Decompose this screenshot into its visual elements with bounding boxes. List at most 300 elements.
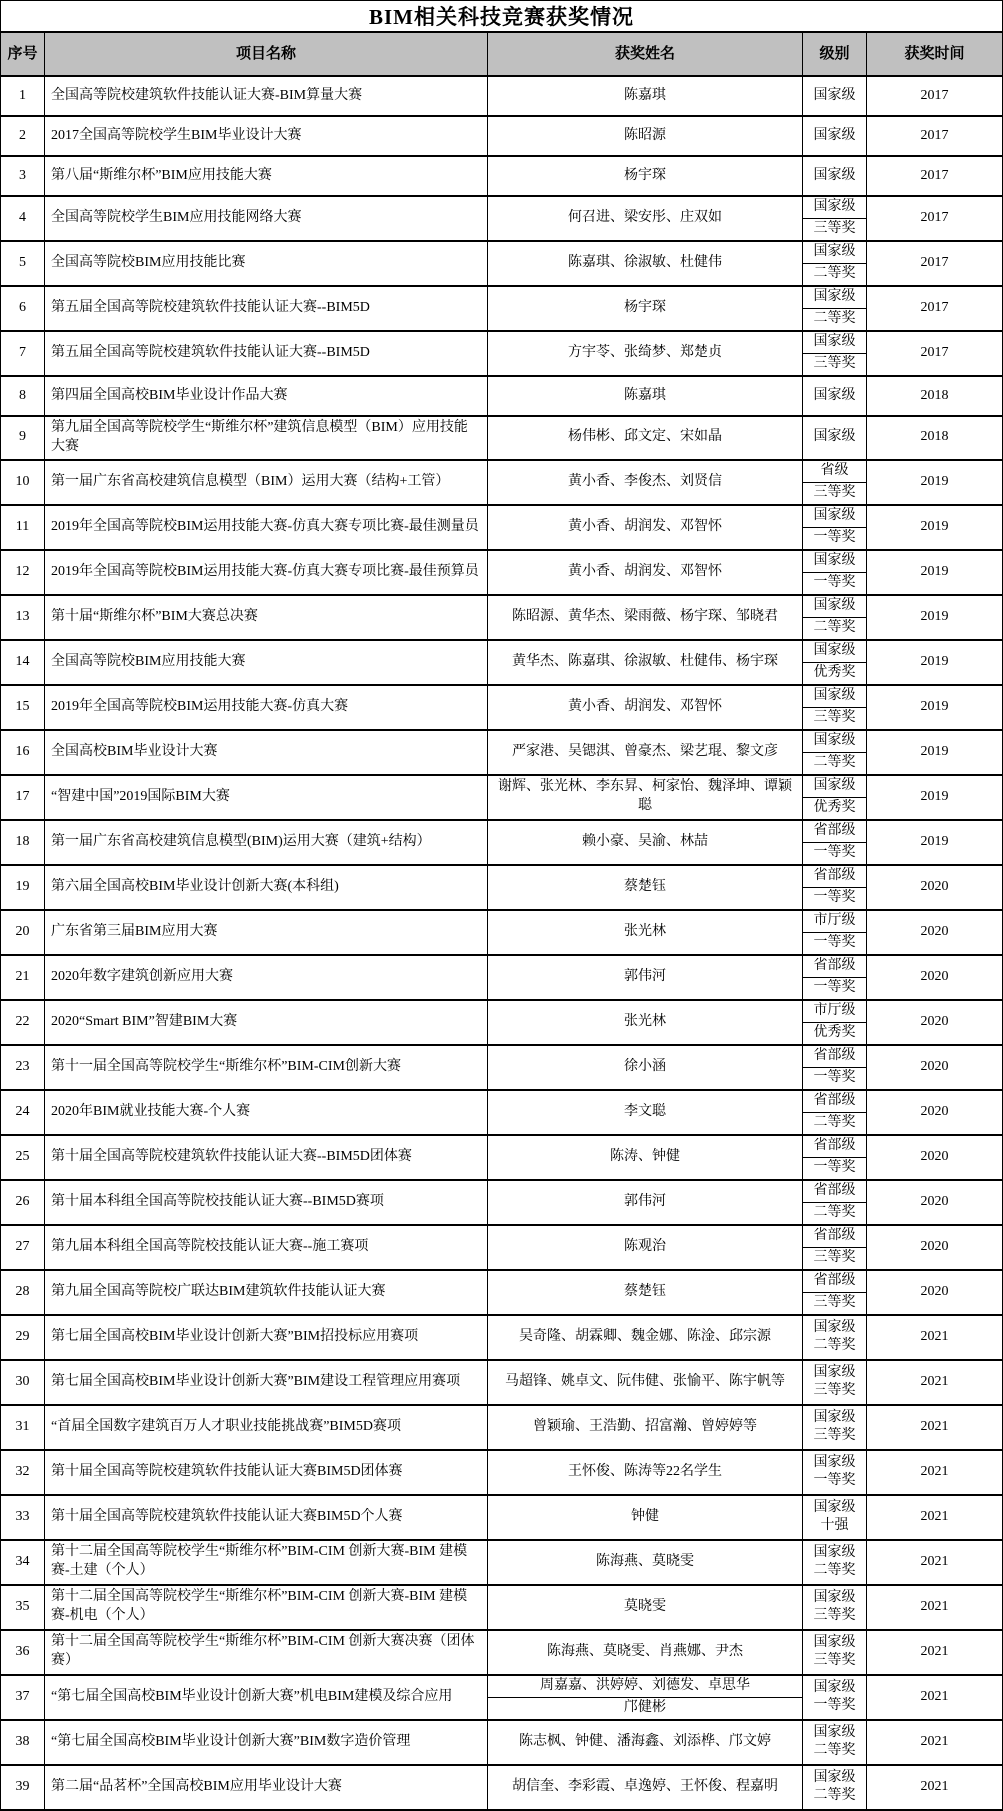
- cell-winner-names: 黄华杰、陈嘉琪、徐淑敏、杜健伟、杨宇琛: [488, 641, 803, 684]
- cell-award-level: [803, 821, 867, 864]
- cell-project-name: 第四届全国高校BIM毕业设计作品大赛: [45, 377, 488, 415]
- table-row: [1, 1136, 1002, 1181]
- table-row: [1, 821, 1002, 866]
- cell-winner-names: 陈海燕、莫晓雯: [488, 1541, 803, 1584]
- level-sub-row: 三等奖: [813, 484, 856, 500]
- cell-row-number: 32: [1, 1451, 45, 1494]
- cell-winner-names: 黄小香、胡润发、邓智怀: [488, 686, 803, 729]
- cell-project-name: 第五届全国高等院校建筑软件技能认证大赛--BIM5D: [45, 287, 488, 330]
- level-lines: [814, 1499, 856, 1535]
- level-sub-row: 国家级: [803, 506, 866, 528]
- level-line: 二等奖: [813, 1743, 856, 1759]
- cell-project-name: 第十二届全国高等院校学生“斯维尔杯”BIM-CIM 创新大赛-BIM 建模赛-土建（个人）: [45, 1541, 488, 1584]
- level-sub-row: 一等奖: [813, 979, 856, 995]
- cell-row-number: 28: [1, 1271, 45, 1314]
- cell-row-number: 36: [1, 1631, 45, 1674]
- cell-award-year: 2020: [920, 1058, 949, 1074]
- cell-award-year: 2019: [920, 608, 949, 624]
- level-sub-row: 省部级: [803, 1181, 866, 1203]
- cell-winner-names: 王怀俊、陈涛等22名学生: [488, 1451, 803, 1494]
- level-sub-row: 二等奖: [813, 1204, 856, 1220]
- page-title: BIM相关科技竞赛获奖情况: [0, 0, 1003, 33]
- cell-award-year: 2018: [920, 429, 949, 445]
- cell-winner-names: 曾颖瑜、王浩勤、招富瀚、曾婷婷等: [488, 1406, 803, 1449]
- table-row: [1, 197, 1002, 242]
- cell-project-name: 2017全国高等院校学生BIM毕业设计大赛: [45, 117, 488, 155]
- level-sub-row: 省部级: [803, 1271, 866, 1293]
- level-sub-row: 国家级: [803, 686, 866, 708]
- level-sub-row: 省部级: [803, 1046, 866, 1068]
- cell-award-level: [803, 956, 867, 999]
- cell-award-year: 2020: [920, 923, 949, 939]
- cell-row-number: 3: [1, 157, 45, 195]
- cell-row-number: 23: [1, 1046, 45, 1089]
- level-sub-row: 国家级: [803, 551, 866, 573]
- level-line: 国家级: [813, 1455, 856, 1471]
- cell-project-name: “智建中国”2019国际BIM大赛: [45, 776, 488, 819]
- table-row: [1, 157, 1002, 197]
- level-lines: [814, 1679, 856, 1715]
- table-row: [1, 596, 1002, 641]
- level-line: 三等奖: [813, 1653, 856, 1669]
- cell-award-year: 2021: [920, 1373, 949, 1389]
- level-lines: [814, 1769, 856, 1805]
- winner-sub-row: 邝健彬: [624, 1699, 666, 1715]
- cell-row-number: 8: [1, 377, 45, 415]
- cell-project-name: 第八届“斯维尔杯”BIM应用技能大赛: [45, 157, 488, 195]
- cell-winner-names: 蔡楚钰: [488, 1271, 803, 1314]
- table-row: [1, 1631, 1002, 1676]
- header-cell-year: 获奖时间: [904, 45, 965, 62]
- cell-project-name: “第七届全国高校BIM毕业设计创新大赛”BIM数字造价管理: [45, 1721, 488, 1764]
- cell-project-name: 第七届全国高校BIM毕业设计创新大赛”BIM建设工程管理应用赛项: [45, 1361, 488, 1404]
- cell-row-number: 18: [1, 821, 45, 864]
- cell-award-level: 国家级: [803, 377, 867, 415]
- cell-award-level: [803, 551, 867, 594]
- level-sub-row: 省部级: [803, 866, 866, 888]
- table-row: [1, 686, 1002, 731]
- table-row: [1, 417, 1002, 461]
- cell-winner-names: 陈涛、钟健: [488, 1136, 803, 1179]
- level-line: 国家级: [813, 1725, 856, 1741]
- cell-winner-names: 莫晓雯: [488, 1586, 803, 1629]
- cell-award-level: [803, 287, 867, 330]
- table-row: [1, 1271, 1002, 1316]
- cell-award-level: [803, 1496, 867, 1539]
- table-row: [1, 641, 1002, 686]
- table-row: [1, 1586, 1002, 1631]
- cell-row-number: 21: [1, 956, 45, 999]
- cell-winner-names: 吴奇隆、胡霖卿、魏金娜、陈淦、邱宗源: [488, 1316, 803, 1359]
- cell-award-year: 2017: [920, 255, 949, 271]
- cell-project-name: 全国高等院校BIM应用技能比赛: [45, 242, 488, 285]
- level-sub-row: 国家级: [803, 731, 866, 753]
- cell-project-name: 第九届全国高等院校学生“斯维尔杯”建筑信息模型（BIM）应用技能大赛: [45, 417, 488, 459]
- cell-winner-names: 陈嘉琪: [488, 377, 803, 415]
- cell-project-name: 第十一届全国高等院校学生“斯维尔杯”BIM-CIM创新大赛: [45, 1046, 488, 1089]
- cell-row-number: 13: [1, 596, 45, 639]
- level-sub-row: 优秀奖: [813, 1024, 856, 1040]
- cell-winner-names: 陈海燕、莫晓雯、肖燕娜、尹杰: [488, 1631, 803, 1674]
- table-row: [1, 1451, 1002, 1496]
- cell-winner-names: 陈昭源、黄华杰、梁雨薇、杨宇琛、邹晓君: [488, 596, 803, 639]
- cell-award-year: 2020: [920, 1238, 949, 1254]
- award-table: [0, 33, 1003, 1811]
- level-sub-row: 优秀奖: [813, 799, 856, 815]
- cell-project-name: “第七届全国高校BIM毕业设计创新大赛”机电BIM建模及综合应用: [45, 1676, 488, 1719]
- cell-winner-names: 黄小香、李俊杰、刘贤信: [488, 461, 803, 504]
- level-sub-row: 省部级: [803, 1136, 866, 1158]
- cell-row-number: 10: [1, 461, 45, 504]
- level-sub-row: 省级: [803, 461, 866, 483]
- level-line: 一等奖: [813, 1473, 856, 1489]
- cell-award-level: [803, 1406, 867, 1449]
- cell-winner-names: 杨宇琛: [488, 157, 803, 195]
- cell-row-number: 35: [1, 1586, 45, 1629]
- cell-award-year: 2020: [920, 1103, 949, 1119]
- cell-project-name: 2020年BIM就业技能大赛-个人赛: [45, 1091, 488, 1134]
- level-lines: [814, 1724, 856, 1760]
- cell-row-number: 16: [1, 731, 45, 774]
- cell-row-number: 1: [1, 77, 45, 115]
- cell-award-level: [803, 1586, 867, 1629]
- winner-sub-row: 周嘉嘉、洪婷婷、刘德发、卓思华: [488, 1676, 802, 1698]
- cell-award-level: [803, 641, 867, 684]
- cell-award-level: [803, 1136, 867, 1179]
- cell-award-level: [803, 686, 867, 729]
- cell-award-year: 2019: [920, 518, 949, 534]
- cell-award-year: 2017: [920, 300, 949, 316]
- level-line: 国家级: [813, 1410, 856, 1426]
- level-line: 三等奖: [813, 1428, 856, 1444]
- table-row: [1, 1541, 1002, 1586]
- header-cell-winners: 获奖姓名: [488, 33, 803, 75]
- cell-winner-names: 郭伟河: [488, 1181, 803, 1224]
- cell-row-number: 33: [1, 1496, 45, 1539]
- level-sub-row: 国家级: [803, 776, 866, 798]
- cell-row-number: 37: [1, 1676, 45, 1719]
- cell-row-number: 17: [1, 776, 45, 819]
- level-sub-row: 省部级: [803, 821, 866, 843]
- cell-project-name: 全国高等院校BIM应用技能大赛: [45, 641, 488, 684]
- cell-award-level: [803, 461, 867, 504]
- cell-award-level: [803, 1271, 867, 1314]
- level-line: 国家级: [813, 1500, 856, 1516]
- level-lines: [814, 1409, 856, 1445]
- level-sub-row: 国家级: [803, 197, 866, 219]
- cell-row-number: 27: [1, 1226, 45, 1269]
- level-lines: [814, 1589, 856, 1625]
- level-lines: [814, 1454, 856, 1490]
- level-sub-row: 一等奖: [813, 529, 856, 545]
- cell-award-level: [803, 1721, 867, 1764]
- cell-award-year: 2021: [920, 1553, 949, 1569]
- cell-award-level: [803, 242, 867, 285]
- level-lines: [814, 1319, 856, 1355]
- cell-award-level: 国家级: [803, 417, 867, 459]
- level-lines: [814, 1364, 856, 1400]
- cell-winner-names: 谢辉、张光林、李东昇、柯家怡、魏泽坤、谭颖聪: [488, 776, 803, 819]
- cell-project-name: 全国高等院校建筑软件技能认证大赛-BIM算量大赛: [45, 77, 488, 115]
- cell-row-number: 15: [1, 686, 45, 729]
- cell-row-number: 24: [1, 1091, 45, 1134]
- level-sub-row: 二等奖: [813, 619, 856, 635]
- cell-winner-names: 马超锋、姚卓文、阮伟健、张愉平、陈宇帆等: [488, 1361, 803, 1404]
- cell-row-number: 4: [1, 197, 45, 240]
- table-row: [1, 1361, 1002, 1406]
- level-line: 国家级: [813, 1770, 856, 1786]
- cell-winner-names: 张光林: [488, 911, 803, 954]
- cell-award-year: 2021: [920, 1778, 949, 1794]
- level-lines: [814, 1544, 856, 1580]
- cell-project-name: 第十届全国高等院校建筑软件技能认证大赛BIM5D个人赛: [45, 1496, 488, 1539]
- cell-award-year: 2020: [920, 1283, 949, 1299]
- cell-winner-names: 陈嘉琪、徐淑敏、杜健伟: [488, 242, 803, 285]
- level-line: 一等奖: [813, 1698, 856, 1714]
- cell-winner-names: 陈志枫、钟健、潘海鑫、刘添桦、邝文婷: [488, 1721, 803, 1764]
- level-line: 国家级: [813, 1680, 856, 1696]
- table-row: [1, 1496, 1002, 1541]
- cell-row-number: 20: [1, 911, 45, 954]
- table-body: [1, 77, 1002, 1811]
- level-sub-row: 省部级: [803, 956, 866, 978]
- cell-award-year: 2021: [920, 1733, 949, 1749]
- cell-project-name: 第一届广东省高校建筑信息模型(BIM)运用大赛（建筑+结构）: [45, 821, 488, 864]
- cell-award-level: [803, 1541, 867, 1584]
- level-sub-row: 三等奖: [813, 1249, 856, 1265]
- cell-award-level: [803, 731, 867, 774]
- cell-row-number: 9: [1, 417, 45, 459]
- cell-award-year: 2021: [920, 1643, 949, 1659]
- table-row: [1, 77, 1002, 117]
- cell-award-year: 2017: [920, 127, 949, 143]
- cell-winner-names: 蔡楚钰: [488, 866, 803, 909]
- cell-project-name: 第十届全国高等院校建筑软件技能认证大赛--BIM5D团体赛: [45, 1136, 488, 1179]
- level-sub-row: 国家级: [803, 332, 866, 354]
- cell-award-year: 2020: [920, 878, 949, 894]
- cell-award-year: 2017: [920, 167, 949, 183]
- level-sub-row: 二等奖: [813, 754, 856, 770]
- cell-winner-names: 杨伟彬、邱文定、宋如晶: [488, 417, 803, 459]
- level-line: 国家级: [813, 1365, 856, 1381]
- cell-row-number: 26: [1, 1181, 45, 1224]
- cell-award-year: 2019: [920, 563, 949, 579]
- level-sub-row: 国家级: [803, 287, 866, 309]
- header-cell-level: 级别: [803, 33, 867, 75]
- level-sub-row: 一等奖: [813, 934, 856, 950]
- level-sub-row: 国家级: [803, 641, 866, 663]
- cell-row-number: 30: [1, 1361, 45, 1404]
- cell-award-level: [803, 1631, 867, 1674]
- cell-project-name: 全国高等院校学生BIM应用技能网络大赛: [45, 197, 488, 240]
- cell-award-year: 2020: [920, 1013, 949, 1029]
- level-line: 国家级: [813, 1320, 856, 1336]
- cell-award-level: [803, 332, 867, 375]
- cell-row-number: 29: [1, 1316, 45, 1359]
- cell-award-year: 2019: [920, 473, 949, 489]
- cell-winner-names: 李文聪: [488, 1091, 803, 1134]
- cell-project-name: 第十届“斯维尔杯”BIM大赛总决赛: [45, 596, 488, 639]
- cell-row-number: 14: [1, 641, 45, 684]
- level-sub-row: 省部级: [803, 1226, 866, 1248]
- table-row: [1, 1316, 1002, 1361]
- cell-award-year: 2021: [920, 1598, 949, 1614]
- cell-row-number: 12: [1, 551, 45, 594]
- table-row: [1, 731, 1002, 776]
- table-row: [1, 1001, 1002, 1046]
- cell-winner-names: 郭伟河: [488, 956, 803, 999]
- level-sub-row: 二等奖: [813, 266, 856, 282]
- cell-award-level: [803, 1361, 867, 1404]
- cell-award-level: [803, 1181, 867, 1224]
- table-row: [1, 866, 1002, 911]
- table-row: [1, 506, 1002, 551]
- cell-project-name: 第十二届全国高等院校学生“斯维尔杯”BIM-CIM 创新大赛决赛（团体赛）: [45, 1631, 488, 1674]
- level-line: 十强: [820, 1518, 849, 1534]
- cell-award-year: 2021: [920, 1688, 949, 1704]
- level-lines: [814, 1634, 856, 1670]
- cell-project-name: 第六届全国高校BIM毕业设计创新大赛(本科组): [45, 866, 488, 909]
- level-sub-row: 国家级: [803, 242, 866, 264]
- cell-award-level: [803, 1226, 867, 1269]
- cell-project-name: “首届全国数字建筑百万人才职业技能挑战赛”BIM5D赛项: [45, 1406, 488, 1449]
- cell-award-year: 2019: [920, 653, 949, 669]
- table-row: [1, 1181, 1002, 1226]
- cell-award-level: [803, 506, 867, 549]
- cell-award-year: 2020: [920, 1193, 949, 1209]
- cell-row-number: 34: [1, 1541, 45, 1584]
- level-line: 三等奖: [813, 1383, 856, 1399]
- cell-row-number: 22: [1, 1001, 45, 1044]
- table-row: [1, 911, 1002, 956]
- cell-winner-names: 方宇苓、张绮梦、郑楚贞: [488, 332, 803, 375]
- cell-project-name: 第十届全国高等院校建筑软件技能认证大赛BIM5D团体赛: [45, 1451, 488, 1494]
- cell-row-number: 7: [1, 332, 45, 375]
- cell-project-name: 第九届本科组全国高等院校技能认证大赛--施工赛项: [45, 1226, 488, 1269]
- cell-winner-names: 张光林: [488, 1001, 803, 1044]
- table-row: [1, 1676, 1002, 1721]
- cell-project-name: 2019年全国高等院校BIM运用技能大赛-仿真大赛专项比赛-最佳预算员: [45, 551, 488, 594]
- cell-winner-names: 杨宇琛: [488, 287, 803, 330]
- cell-winner-names: 钟健: [488, 1496, 803, 1539]
- table-row: [1, 956, 1002, 1001]
- table-row: [1, 1721, 1002, 1766]
- level-line: 国家级: [813, 1590, 856, 1606]
- cell-project-name: 2019年全国高等院校BIM运用技能大赛-仿真大赛: [45, 686, 488, 729]
- cell-row-number: 39: [1, 1766, 45, 1809]
- level-sub-row: 三等奖: [813, 1294, 856, 1310]
- table-row: [1, 332, 1002, 377]
- cell-award-year: 2019: [920, 743, 949, 759]
- table-row: [1, 1406, 1002, 1451]
- cell-award-year: 2017: [920, 210, 949, 226]
- level-sub-row: 市厅级: [803, 911, 866, 933]
- level-line: 三等奖: [813, 1608, 856, 1624]
- level-sub-row: 二等奖: [813, 1114, 856, 1130]
- cell-project-name: 第一届广东省高校建筑信息模型（BIM）运用大赛（结构+工管）: [45, 461, 488, 504]
- level-line: 二等奖: [813, 1788, 856, 1804]
- level-sub-row: 三等奖: [813, 356, 856, 372]
- cell-row-number: 5: [1, 242, 45, 285]
- cell-award-level: [803, 1091, 867, 1134]
- cell-award-year: 2021: [920, 1508, 949, 1524]
- level-line: 二等奖: [813, 1338, 856, 1354]
- table-row: [1, 461, 1002, 506]
- level-sub-row: 一等奖: [813, 844, 856, 860]
- cell-winner-names: 陈昭源: [488, 117, 803, 155]
- level-sub-row: 一等奖: [813, 1069, 856, 1085]
- cell-winner-names: 胡信奎、李彩霞、卓逸婷、王怀俊、程嘉明: [488, 1766, 803, 1809]
- table-row: [1, 1091, 1002, 1136]
- cell-project-name: 第九届全国高等院校广联达BIM建筑软件技能认证大赛: [45, 1271, 488, 1314]
- table-row: [1, 242, 1002, 287]
- cell-row-number: 11: [1, 506, 45, 549]
- cell-award-level: [803, 596, 867, 639]
- table-row: [1, 551, 1002, 596]
- cell-project-name: 全国高校BIM毕业设计大赛: [45, 731, 488, 774]
- cell-award-level: 国家级: [803, 117, 867, 155]
- level-sub-row: 三等奖: [813, 221, 856, 237]
- level-sub-row: 省部级: [803, 1091, 866, 1113]
- cell-award-year: 2020: [920, 968, 949, 984]
- header-cell-project: 项目名称: [45, 33, 488, 75]
- table-row: [1, 287, 1002, 332]
- level-line: 二等奖: [813, 1563, 856, 1579]
- cell-award-level: [803, 1766, 867, 1809]
- table-row: [1, 776, 1002, 821]
- table-row: [1, 117, 1002, 157]
- cell-winner-names: 严家港、吴锶淇、曾豪杰、梁艺琨、黎文彦: [488, 731, 803, 774]
- table-row: [1, 1046, 1002, 1091]
- cell-row-number: 2: [1, 117, 45, 155]
- cell-winner-names: 陈观治: [488, 1226, 803, 1269]
- cell-project-name: 第十二届全国高等院校学生“斯维尔杯”BIM-CIM 创新大赛-BIM 建模赛-机电（个人）: [45, 1586, 488, 1629]
- cell-project-name: 第七届全国高校BIM毕业设计创新大赛”BIM招投标应用赛项: [45, 1316, 488, 1359]
- cell-winner-names: [488, 1676, 803, 1719]
- level-sub-row: 三等奖: [813, 709, 856, 725]
- cell-winner-names: 赖小豪、吴渝、林喆: [488, 821, 803, 864]
- cell-row-number: 6: [1, 287, 45, 330]
- cell-winner-names: 陈嘉琪: [488, 77, 803, 115]
- cell-award-year: 2021: [920, 1463, 949, 1479]
- cell-project-name: 广东省第三届BIM应用大赛: [45, 911, 488, 954]
- cell-award-level: 国家级: [803, 157, 867, 195]
- cell-project-name: 2019年全国高等院校BIM运用技能大赛-仿真大赛专项比赛-最佳测量员: [45, 506, 488, 549]
- cell-row-number: 38: [1, 1721, 45, 1764]
- cell-award-year: 2017: [920, 345, 949, 361]
- cell-award-level: [803, 1046, 867, 1089]
- cell-award-year: 2018: [920, 387, 949, 403]
- table-header-row: [1, 33, 1002, 77]
- level-line: 国家级: [813, 1545, 856, 1561]
- cell-winner-names: 徐小涵: [488, 1046, 803, 1089]
- cell-award-level: [803, 1001, 867, 1044]
- cell-project-name: 第二届“品茗杯”全国高校BIM应用毕业设计大赛: [45, 1766, 488, 1809]
- cell-project-name: 第五届全国高等院校建筑软件技能认证大赛--BIM5D: [45, 332, 488, 375]
- cell-project-name: 2020年数字建筑创新应用大赛: [45, 956, 488, 999]
- cell-award-year: 2021: [920, 1418, 949, 1434]
- cell-award-year: 2021: [920, 1328, 949, 1344]
- cell-award-level: [803, 197, 867, 240]
- cell-project-name: 第十届本科组全国高等院校技能认证大赛--BIM5D赛项: [45, 1181, 488, 1224]
- cell-award-level: [803, 776, 867, 819]
- cell-row-number: 19: [1, 866, 45, 909]
- level-line: 国家级: [813, 1635, 856, 1651]
- level-sub-row: 一等奖: [813, 1159, 856, 1175]
- cell-winner-names: 何召进、梁安彤、庄双如: [488, 197, 803, 240]
- table-row: [1, 1766, 1002, 1811]
- level-sub-row: 市厅级: [803, 1001, 866, 1023]
